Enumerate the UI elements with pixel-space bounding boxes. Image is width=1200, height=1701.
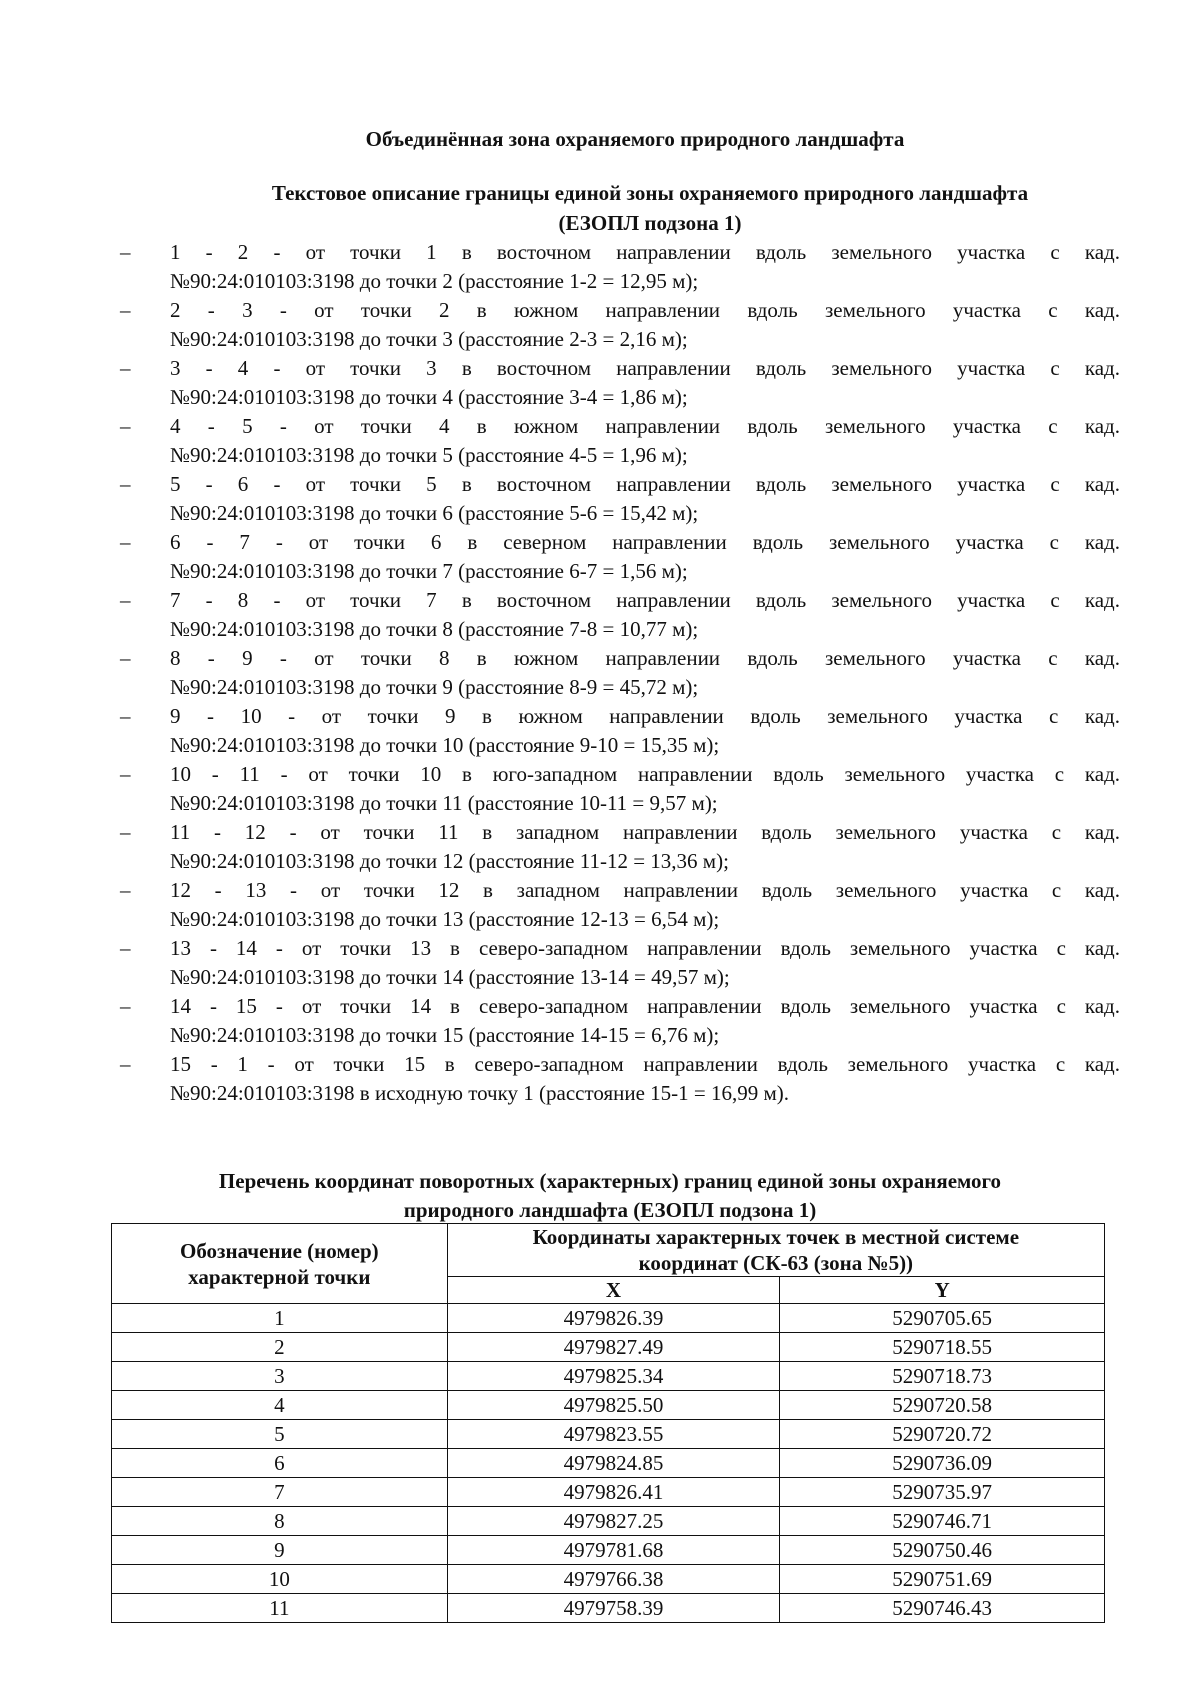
segment-text-head: 5 - 6 - от точки 5 в восточном направлении вдоль земельного участка с кад.: [170, 472, 1120, 496]
x-cell: 4979758.39: [447, 1594, 780, 1623]
point-number-cell: 5: [112, 1420, 448, 1449]
y-cell: 5290705.65: [780, 1304, 1105, 1333]
table-row: [112, 1536, 1105, 1565]
list-dash: –: [120, 936, 131, 960]
segment-text-head: 7 - 8 - от точки 7 в восточном направлении вдоль земельного участка с кад.: [170, 588, 1120, 612]
boundary-segment: [120, 760, 1120, 818]
boundary-segment: [120, 876, 1120, 934]
x-cell: 4979781.68: [447, 1536, 780, 1565]
point-number-cell: 2: [112, 1333, 448, 1362]
segment-text-tail: №90:24:010103:3198 до точки 3 (расстояние 2-3 = 2,16 м);: [170, 327, 688, 351]
segment-text-head: 6 - 7 - от точки 6 в северном направлении вдоль земельного участка с кад.: [170, 530, 1120, 554]
description-heading-line1: Текстовое описание границы единой зоны охраняемого природного ландшафта: [271, 181, 1029, 205]
boundary-segment: [120, 1050, 1120, 1108]
list-dash: –: [120, 1052, 131, 1076]
boundary-segment: [120, 992, 1120, 1050]
boundary-segment: [120, 238, 1120, 296]
segment-text-head: 14 - 15 - от точки 14 в северо-западном направлении вдоль земельного участка с кад.: [170, 994, 1120, 1018]
list-dash: –: [120, 820, 131, 844]
boundary-segment: [120, 354, 1120, 412]
table-row: [112, 1304, 1105, 1333]
list-dash: –: [120, 762, 131, 786]
point-number-cell: 6: [112, 1449, 448, 1478]
table-row: [112, 1507, 1105, 1536]
boundary-segment: [120, 470, 1120, 528]
boundary-segment: [120, 818, 1120, 876]
segment-text-tail: №90:24:010103:3198 до точки 14 (расстояние 13-14 = 49,57 м);: [170, 965, 730, 989]
x-cell: 4979827.49: [447, 1333, 780, 1362]
point-number-cell: 11: [112, 1594, 448, 1623]
coordinates-header: [447, 1224, 1104, 1277]
y-cell: 5290718.55: [780, 1333, 1105, 1362]
list-dash: –: [120, 356, 131, 380]
segment-text-tail: №90:24:010103:3198 до точки 13 (расстояние 12-13 = 6,54 м);: [170, 907, 720, 931]
x-cell: 4979826.41: [447, 1478, 780, 1507]
segment-text-tail: №90:24:010103:3198 до точки 4 (расстояние 3-4 = 1,86 м);: [170, 385, 688, 409]
y-cell: 5290735.97: [780, 1478, 1105, 1507]
list-dash: –: [120, 646, 131, 670]
y-cell: 5290750.46: [780, 1536, 1105, 1565]
segment-text-head: 4 - 5 - от точки 4 в южном направлении вдоль земельного участка с кад.: [170, 414, 1120, 438]
segment-text-head: 1 - 2 - от точки 1 в восточном направлении вдоль земельного участка с кад.: [170, 240, 1120, 264]
boundary-segment: [120, 528, 1120, 586]
x-header: X: [447, 1277, 780, 1304]
point-number-cell: 1: [112, 1304, 448, 1333]
description-heading-line2: (ЕЗОПЛ подзона 1): [558, 211, 742, 235]
table-header-row: [112, 1224, 1105, 1277]
segment-text-tail: №90:24:010103:3198 до точки 11 (расстояние 10-11 = 9,57 м);: [170, 791, 718, 815]
table-row: [112, 1391, 1105, 1420]
y-cell: 5290720.72: [780, 1420, 1105, 1449]
table-heading: [120, 1167, 1100, 1225]
boundary-segment: [120, 702, 1120, 760]
point-number-header: [112, 1224, 448, 1304]
boundary-segment: [120, 296, 1120, 354]
y-header: Y: [780, 1277, 1105, 1304]
x-cell: 4979823.55: [447, 1420, 780, 1449]
point-number-cell: 9: [112, 1536, 448, 1565]
table-row: [112, 1420, 1105, 1449]
list-dash: –: [120, 472, 131, 496]
segment-text-head: 8 - 9 - от точки 8 в южном направлении вдоль земельного участка с кад.: [170, 646, 1120, 670]
segment-text-head: 2 - 3 - от точки 2 в южном направлении вдоль земельного участка с кад.: [170, 298, 1120, 322]
segment-text-tail: №90:24:010103:3198 до точки 5 (расстояние 4-5 = 1,96 м);: [170, 443, 688, 467]
boundary-segment: [120, 586, 1120, 644]
list-dash: –: [120, 298, 131, 322]
table-row: [112, 1333, 1105, 1362]
list-dash: –: [120, 994, 131, 1018]
boundary-segment: [120, 934, 1120, 992]
y-cell: 5290718.73: [780, 1362, 1105, 1391]
list-dash: –: [120, 414, 131, 438]
x-cell: 4979766.38: [447, 1565, 780, 1594]
list-dash: –: [120, 704, 131, 728]
point-number-cell: 10: [112, 1565, 448, 1594]
coordinates-table: [111, 1223, 1105, 1623]
segment-text-tail: №90:24:010103:3198 в исходную точку 1 (расстояние 15-1 = 16,99 м).: [170, 1081, 790, 1105]
segment-text-head: 12 - 13 - от точки 12 в западном направлении вдоль земельного участка с кад.: [170, 878, 1120, 902]
segment-text-tail: №90:24:010103:3198 до точки 10 (расстояние 9-10 = 15,35 м);: [170, 733, 720, 757]
y-cell: 5290751.69: [780, 1565, 1105, 1594]
point-number-header-line2: характерной точки: [188, 1264, 371, 1289]
segment-text-tail: №90:24:010103:3198 до точки 15 (расстояние 14-15 = 6,76 м);: [170, 1023, 720, 1047]
x-cell: 4979825.50: [447, 1391, 780, 1420]
segment-text-head: 3 - 4 - от точки 3 в восточном направлении вдоль земельного участка с кад.: [170, 356, 1120, 380]
y-cell: 5290736.09: [780, 1449, 1105, 1478]
point-number-cell: 8: [112, 1507, 448, 1536]
table-heading-line2: природного ландшафта (ЕЗОПЛ подзона 1): [403, 1198, 817, 1222]
x-cell: 4979824.85: [447, 1449, 780, 1478]
point-number-cell: 7: [112, 1478, 448, 1507]
coordinates-header-line2: координат (СК-63 (зона №5)): [638, 1251, 914, 1275]
description-heading: [160, 178, 1140, 238]
table-row: [112, 1478, 1105, 1507]
table-row: [112, 1565, 1105, 1594]
segment-text-head: 13 - 14 - от точки 13 в северо-западном направлении вдоль земельного участка с кад.: [170, 936, 1120, 960]
boundary-segment: [120, 644, 1120, 702]
y-cell: 5290746.43: [780, 1594, 1105, 1623]
table-row: [112, 1594, 1105, 1623]
list-dash: –: [120, 878, 131, 902]
segment-text-tail: №90:24:010103:3198 до точки 9 (расстояние 8-9 = 45,72 м);: [170, 675, 699, 699]
segment-text-tail: №90:24:010103:3198 до точки 8 (расстояние 7-8 = 10,77 м);: [170, 617, 699, 641]
segment-text-head: 10 - 11 - от точки 10 в юго-западном направлении вдоль земельного участка с кад.: [170, 762, 1120, 786]
segment-text-tail: №90:24:010103:3198 до точки 2 (расстояние 1-2 = 12,95 м);: [170, 269, 699, 293]
page-title-text: Объединённая зона охраняемого природного ландшафта: [365, 127, 905, 151]
segment-text-head: 11 - 12 - от точки 11 в западном направлении вдоль земельного участка с кад.: [170, 820, 1120, 844]
segment-text-tail: №90:24:010103:3198 до точки 7 (расстояние 6-7 = 1,56 м);: [170, 559, 688, 583]
list-dash: –: [120, 588, 131, 612]
point-number-cell: 4: [112, 1391, 448, 1420]
y-cell: 5290720.58: [780, 1391, 1105, 1420]
segment-text-tail: №90:24:010103:3198 до точки 12 (расстояние 11-12 = 13,36 м);: [170, 849, 729, 873]
table-row: [112, 1449, 1105, 1478]
boundary-segment: [120, 412, 1120, 470]
segment-text-head: 9 - 10 - от точки 9 в южном направлении вдоль земельного участка с кад.: [170, 704, 1120, 728]
point-number-cell: 3: [112, 1362, 448, 1391]
coordinates-header-line1: Координаты характерных точек в местной системе: [532, 1225, 1020, 1249]
segment-text-tail: №90:24:010103:3198 до точки 6 (расстояние 5-6 = 15,42 м);: [170, 501, 699, 525]
x-cell: 4979827.25: [447, 1507, 780, 1536]
x-cell: 4979826.39: [447, 1304, 780, 1333]
boundary-segment-list: [120, 238, 1120, 1108]
table-heading-line1: Перечень координат поворотных (характерных) границ единой зоны охраняемого: [218, 1169, 1002, 1193]
table-row: [112, 1362, 1105, 1391]
point-number-header-line1: Обозначение (номер): [179, 1238, 379, 1263]
page-title: [0, 124, 1200, 154]
x-cell: 4979825.34: [447, 1362, 780, 1391]
list-dash: –: [120, 530, 131, 554]
segment-text-head: 15 - 1 - от точки 15 в северо-западном направлении вдоль земельного участка с кад.: [170, 1052, 1120, 1076]
list-dash: –: [120, 240, 131, 264]
y-cell: 5290746.71: [780, 1507, 1105, 1536]
